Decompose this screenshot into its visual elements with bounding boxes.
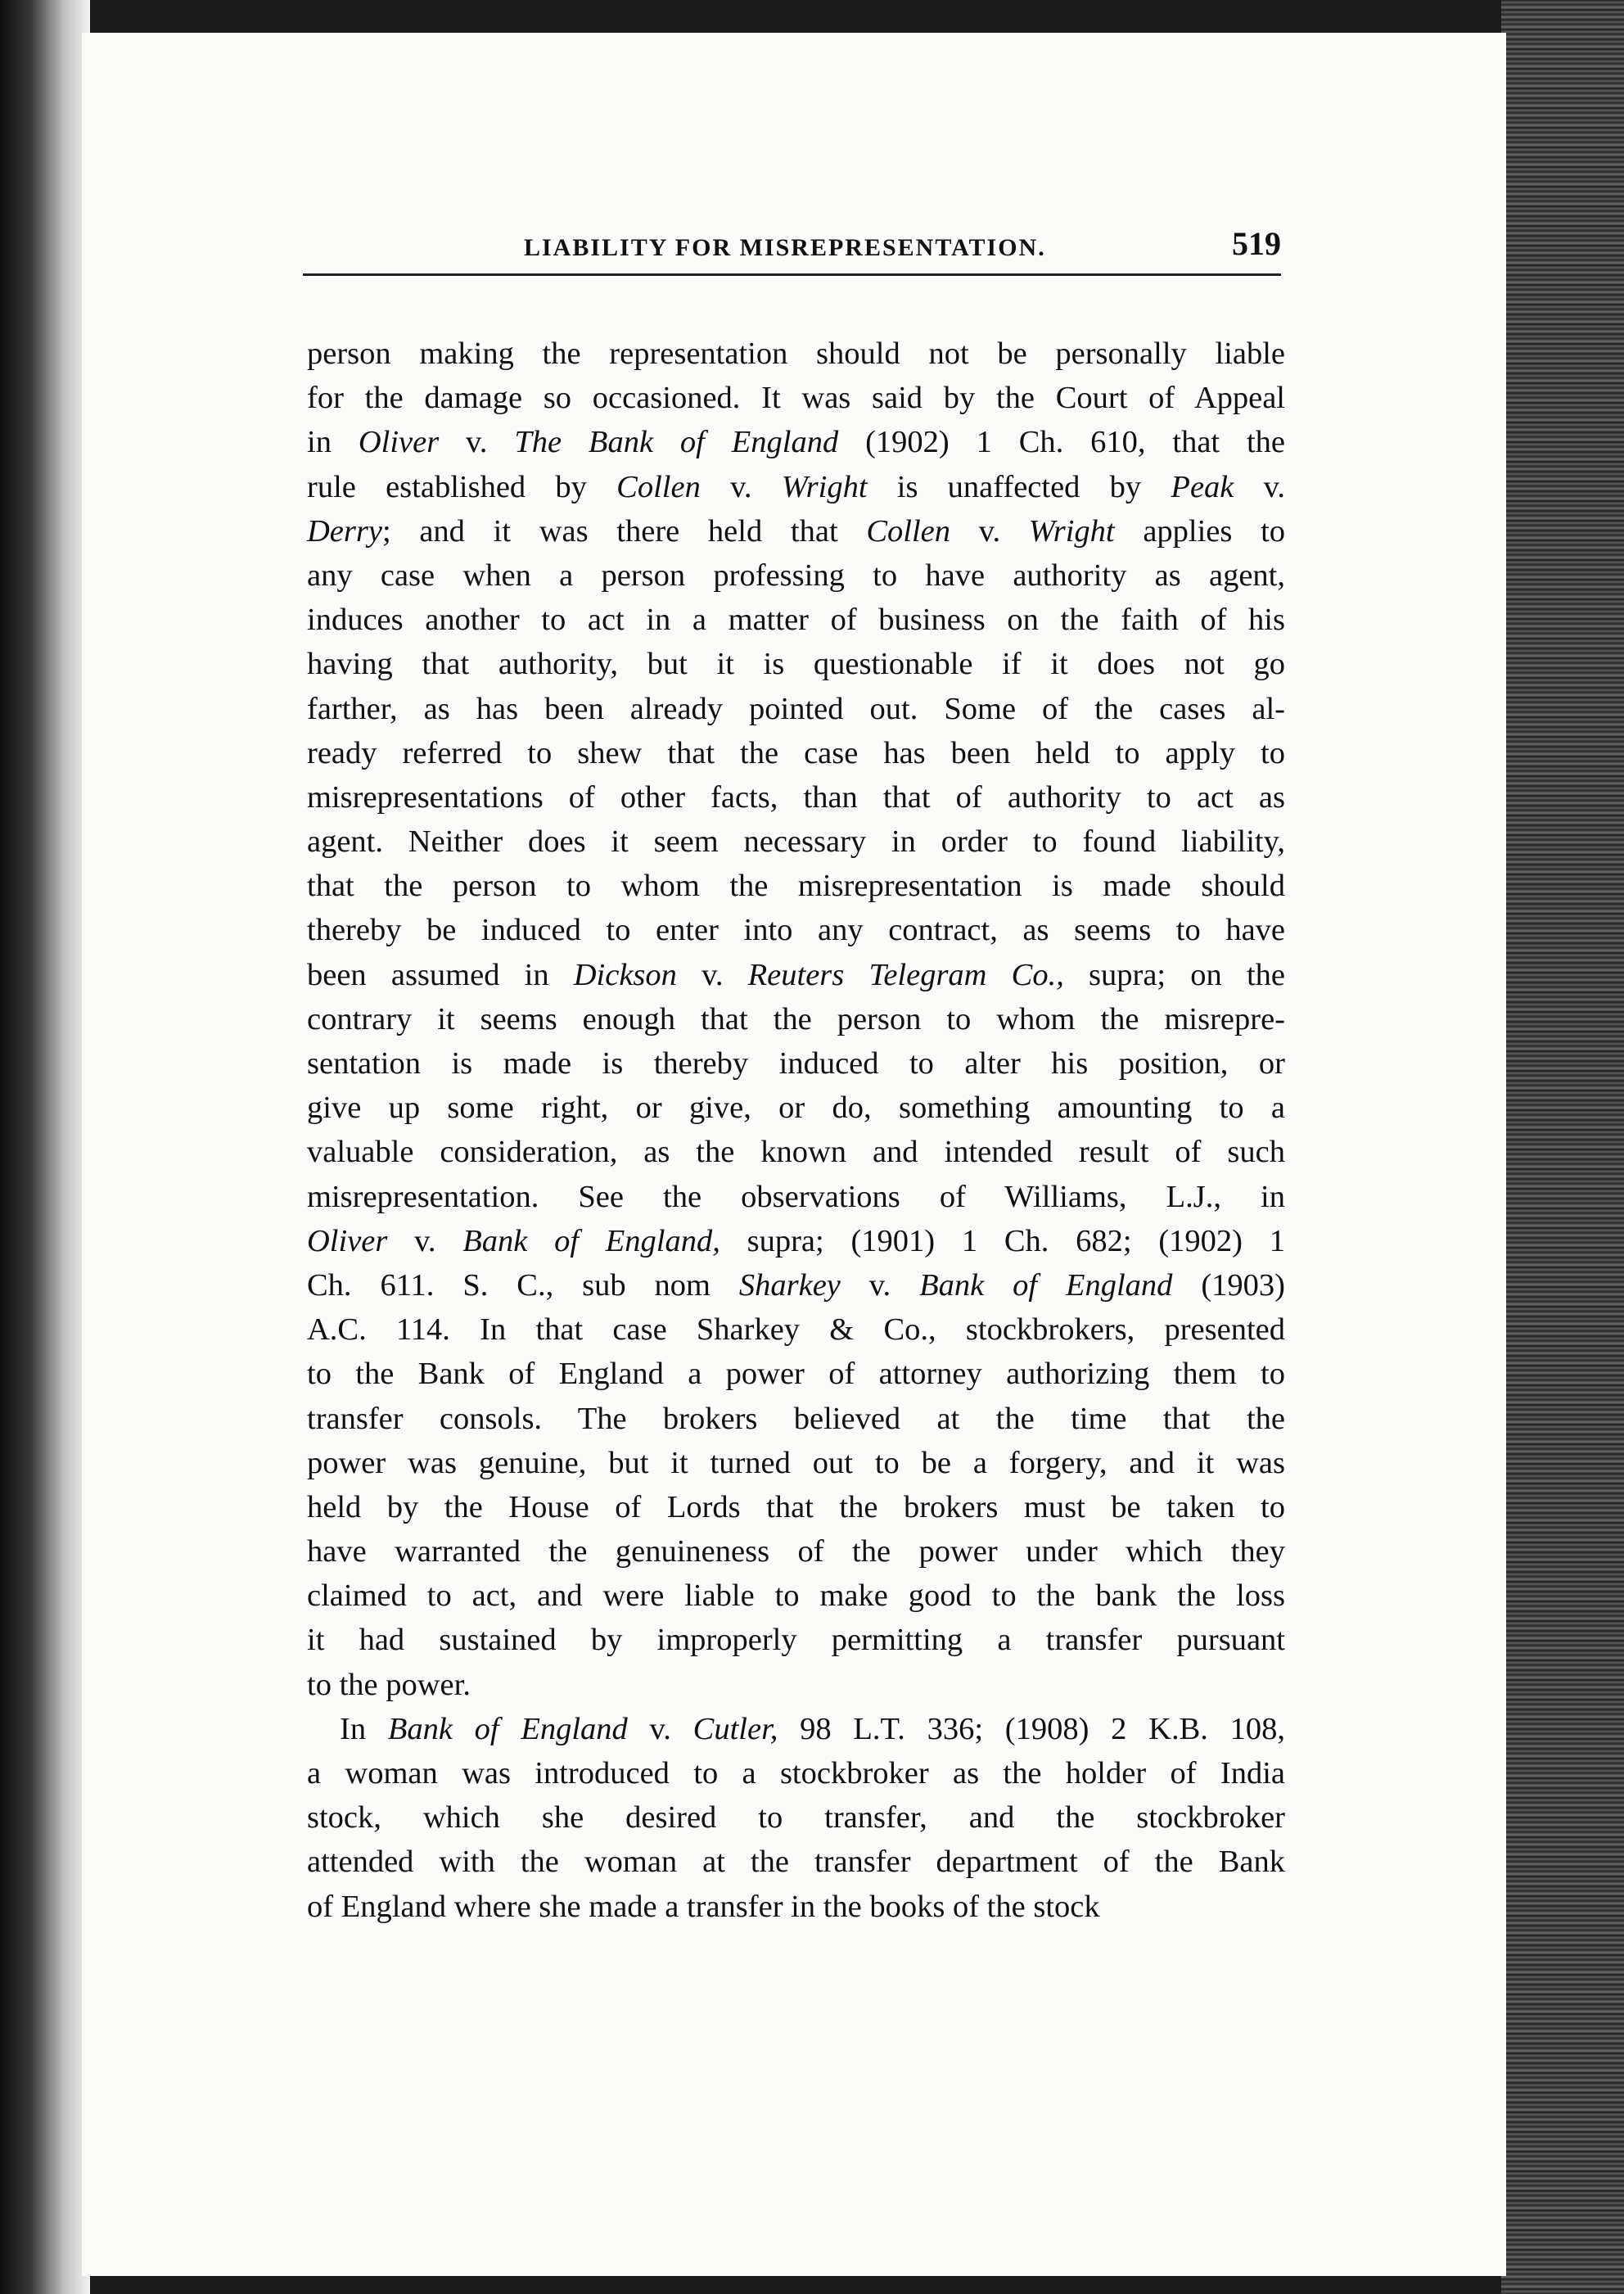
text-line xyxy=(307,509,1285,553)
text-line xyxy=(307,1840,1285,1884)
text-line xyxy=(307,1751,1285,1795)
italic-text: Cutler, xyxy=(692,1711,778,1746)
text-line xyxy=(307,908,1285,952)
text-run: contrary it seems enough that the person to whom the misrepre- xyxy=(307,1001,1285,1036)
text-run: (1902) 1 Ch. 610, that the xyxy=(838,425,1286,460)
text-run: farther, as has been already pointed out. Some of the cases al- xyxy=(307,691,1285,726)
text-line xyxy=(307,1885,1285,1929)
text-line xyxy=(307,1441,1285,1485)
text-run: to the power. xyxy=(307,1667,471,1702)
text-run: misrepresentation. See the observations of Williams, L.J., in xyxy=(307,1179,1285,1214)
text-run: give up some right, or give, or do, something amounting to a xyxy=(307,1091,1285,1126)
text-run: it had sustained by improperly permitting a transfer pursuant xyxy=(307,1623,1285,1658)
italic-text: Reuters Telegram Co., xyxy=(747,957,1064,992)
text-run: that the person to whom the misrepresentation is made should xyxy=(307,869,1285,904)
italic-text: Bank of England xyxy=(919,1267,1173,1303)
text-line xyxy=(307,376,1285,420)
text-run: sentation is made is thereby induced to alter his position, or xyxy=(307,1046,1285,1081)
text-run: for the damage so occasioned. It was said by the Court of Appeal xyxy=(307,381,1285,416)
text-run: applies to xyxy=(1114,513,1286,549)
text-run: in xyxy=(307,425,359,460)
italic-text: Collen xyxy=(866,513,951,549)
text-run: v. xyxy=(950,513,1029,549)
text-run: v. xyxy=(387,1223,463,1258)
text-run: thereby be induced to enter into any contract, as seems to have xyxy=(307,913,1285,948)
italic-text: The Bank of England xyxy=(514,425,839,460)
text-run: v. xyxy=(676,957,748,992)
text-run: of England where she made a transfer in the books of the stock xyxy=(307,1889,1100,1924)
text-run: a woman was introduced to a stockbroker as the holder of India xyxy=(307,1756,1285,1790)
italic-text: Wright xyxy=(1028,513,1115,549)
italic-text: Sharkey xyxy=(738,1267,841,1303)
body-text xyxy=(307,332,1285,1929)
text-line xyxy=(307,1574,1285,1618)
text-line xyxy=(307,1175,1285,1219)
text-line xyxy=(307,420,1285,464)
text-run: valuable consideration, as the known and intended result of such xyxy=(307,1135,1285,1170)
text-line xyxy=(307,642,1285,686)
text-run: (1903) xyxy=(1172,1267,1285,1303)
text-run: v. xyxy=(627,1711,693,1746)
text-run: supra; on the xyxy=(1063,957,1286,992)
text-run: is unaffected by xyxy=(867,469,1171,504)
italic-text: Bank of England, xyxy=(462,1223,720,1258)
text-line xyxy=(307,1795,1285,1840)
text-run: rule established by xyxy=(307,469,617,504)
text-run: ; and it was there held that xyxy=(381,513,867,549)
text-line xyxy=(307,1086,1285,1130)
text-line xyxy=(307,598,1285,642)
text-run: have warranted the genuineness of the power under which they xyxy=(307,1534,1285,1569)
text-run: v. xyxy=(439,425,515,460)
text-run: to the Bank of England a power of attorney authorizing them to xyxy=(307,1357,1285,1392)
text-line xyxy=(307,1663,1285,1707)
text-run: v. xyxy=(840,1267,920,1303)
text-run: stock, which she desired to transfer, and the stockbroker xyxy=(307,1800,1285,1836)
scan-edge-right xyxy=(1501,0,1624,2294)
italic-text: Wright xyxy=(781,469,868,504)
text-line xyxy=(307,687,1285,731)
text-run: induces another to act in a matter of business on the faith of his xyxy=(307,603,1285,638)
text-line xyxy=(307,1130,1285,1174)
text-line xyxy=(307,1263,1285,1307)
text-line xyxy=(307,820,1285,864)
text-line xyxy=(307,953,1285,997)
italic-text: Collen xyxy=(616,469,701,504)
text-run: In xyxy=(340,1711,388,1746)
text-line xyxy=(307,1352,1285,1396)
text-run: A.C. 114. In that case Sharkey & Co., stockbrokers, presented xyxy=(307,1312,1285,1348)
text-run: person making the representation should not be personally liable xyxy=(307,336,1285,371)
text-run: Ch. 611. S. C., sub nom xyxy=(307,1267,739,1303)
text-line xyxy=(307,553,1285,598)
text-line xyxy=(307,332,1285,376)
italic-text: Bank of England xyxy=(387,1711,628,1746)
text-run: held by the House of Lords that the brokers must be taken to xyxy=(307,1489,1285,1524)
text-line xyxy=(307,1707,1285,1751)
text-run: v. xyxy=(700,469,782,504)
text-line xyxy=(307,1307,1285,1352)
scan-edge-left xyxy=(0,0,90,2294)
text-run: misrepresentations of other facts, than that of authority to act as xyxy=(307,779,1285,815)
text-run: any case when a person professing to have authority as agent, xyxy=(307,558,1285,593)
text-line xyxy=(307,1219,1285,1263)
text-run: transfer consols. The brokers believed at the time that the xyxy=(307,1401,1285,1436)
text-line xyxy=(307,775,1285,820)
text-run: been assumed in xyxy=(307,957,574,992)
text-line xyxy=(307,1397,1285,1441)
text-run: having that authority, but it is questionable if it does not go xyxy=(307,647,1285,682)
text-line xyxy=(307,1041,1285,1086)
italic-text: Derry xyxy=(307,513,382,549)
text-run: ready referred to shew that the case has been held to apply to xyxy=(307,735,1285,770)
text-run: 98 L.T. 336; (1908) 2 K.B. 108, xyxy=(778,1711,1285,1746)
text-line xyxy=(307,1529,1285,1574)
italic-text: Oliver xyxy=(307,1223,388,1258)
text-line xyxy=(307,997,1285,1041)
text-line xyxy=(307,731,1285,775)
text-line xyxy=(307,465,1285,509)
italic-text: Dickson xyxy=(573,957,677,992)
italic-text: Oliver xyxy=(358,425,440,460)
italic-text: Peak xyxy=(1171,469,1234,504)
page-number: 519 xyxy=(1232,225,1281,262)
text-run: claimed to act, and were liable to make good to the bank the loss xyxy=(307,1578,1285,1614)
text-run: v. xyxy=(1234,469,1285,504)
text-line xyxy=(307,1485,1285,1529)
running-title: LIABILITY FOR MISREPRESENTATION. xyxy=(524,234,1046,261)
text-run: attended with the woman at the transfer department of the Bank xyxy=(307,1845,1285,1880)
text-run: power was genuine, but it turned out to be a forgery, and it was xyxy=(307,1445,1285,1480)
header-rule xyxy=(303,273,1281,276)
text-run: agent. Neither does it seem necessary in order to found liability, xyxy=(307,824,1285,860)
running-head xyxy=(303,211,1281,277)
text-run: supra; (1901) 1 Ch. 682; (1902) 1 xyxy=(720,1223,1285,1258)
text-line xyxy=(307,864,1285,908)
text-line xyxy=(307,1618,1285,1662)
